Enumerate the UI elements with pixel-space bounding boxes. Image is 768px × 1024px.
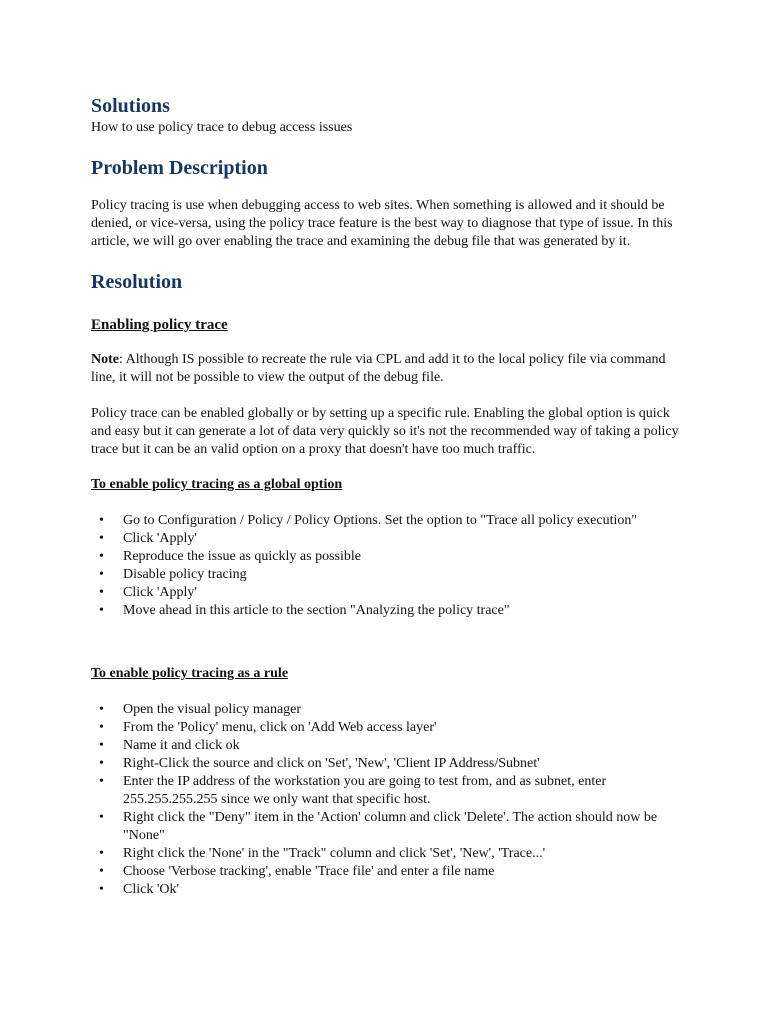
bullet-icon: •	[99, 774, 104, 789]
note-text: : Although IS possible to recreate the rule via CPL and add it to the local policy file via command line, it will not be possible to view the output of the debug file.	[91, 352, 666, 385]
list-item: • Right click the 'None' in the "Track" column and click 'Set', 'New', 'Trace...'	[99, 846, 546, 861]
list-item: • Click 'Ok'	[99, 882, 179, 897]
list-item: • Reproduce the issue as quickly as possible	[99, 549, 361, 564]
bullet-icon: •	[99, 756, 104, 771]
list-item: • Enter the IP address of the workstation you are going to test from, and as subnet, enter 255.255.255.255 since we only want that specific host.	[99, 774, 607, 807]
bullet-icon: •	[99, 567, 104, 582]
list-item: • Click 'Apply'	[99, 531, 197, 546]
document-page	[91, 93, 691, 899]
problem-text: Policy tracing is use when debugging access to web sites. When something is allowed and it should be denied, or vice-versa, using the policy trace feature is the best way to diagnose that type of issue. In this article, we will go over enabling the trace and examining the debug file that was generated by it.	[91, 198, 673, 249]
list-item: • Open the visual policy manager	[99, 702, 302, 717]
enabling-heading: Enabling policy trace	[91, 317, 228, 333]
list-item: • Right-Click the source and click on 'Set', 'New', 'Client IP Address/Subnet'	[99, 756, 540, 771]
page-title: Solutions	[91, 95, 170, 117]
page-subtitle: How to use policy trace to debug access issues	[91, 120, 353, 135]
rule-heading: To enable policy tracing as a rule	[91, 666, 289, 681]
bullet-icon: •	[99, 882, 104, 897]
bullet-icon: •	[99, 846, 104, 861]
global-option-list	[91, 512, 691, 620]
bullet-icon: •	[99, 549, 104, 564]
problem-heading: Problem Description	[91, 157, 268, 179]
global-option-heading: To enable policy tracing as a global option	[91, 477, 343, 492]
list-item: • Move ahead in this article to the section "Analyzing the policy trace"	[99, 603, 510, 618]
note-paragraph	[91, 351, 691, 387]
bullet-icon: •	[99, 720, 104, 735]
list-item: • Click 'Apply'	[99, 585, 197, 600]
bullet-icon: •	[99, 531, 104, 546]
list-item: • From the 'Policy' menu, click on 'Add Web access layer'	[99, 720, 437, 735]
bullet-icon: •	[99, 810, 104, 825]
bullet-icon: •	[99, 702, 104, 717]
bullet-icon: •	[99, 864, 104, 879]
bullet-icon: •	[99, 585, 104, 600]
list-item: • Name it and click ok	[99, 738, 240, 753]
bullet-icon: •	[99, 603, 104, 618]
list-item: • Go to Configuration / Policy / Policy Options. Set the option to "Trace all policy execution"	[99, 513, 638, 528]
rule-list	[91, 701, 691, 899]
trace-paragraph: Policy trace can be enabled globally or by setting up a specific rule. Enabling the global option is quick and easy but it can generate a lot of data very quickly so it's not the recommended way of taking a policy trace but it can be an valid option on a proxy that doesn't have too much traffic.	[91, 406, 679, 457]
bullet-icon: •	[99, 738, 104, 753]
resolution-heading: Resolution	[91, 271, 183, 293]
list-item: • Right click the "Deny" item in the 'Action' column and click 'Delete'. The action should now be "None"	[99, 810, 658, 843]
list-item: • Disable policy tracing	[99, 567, 247, 582]
note-label: Note	[91, 352, 119, 367]
list-item: • Choose 'Verbose tracking', enable 'Trace file' and enter a file name	[99, 864, 495, 879]
bullet-icon: •	[99, 513, 104, 528]
